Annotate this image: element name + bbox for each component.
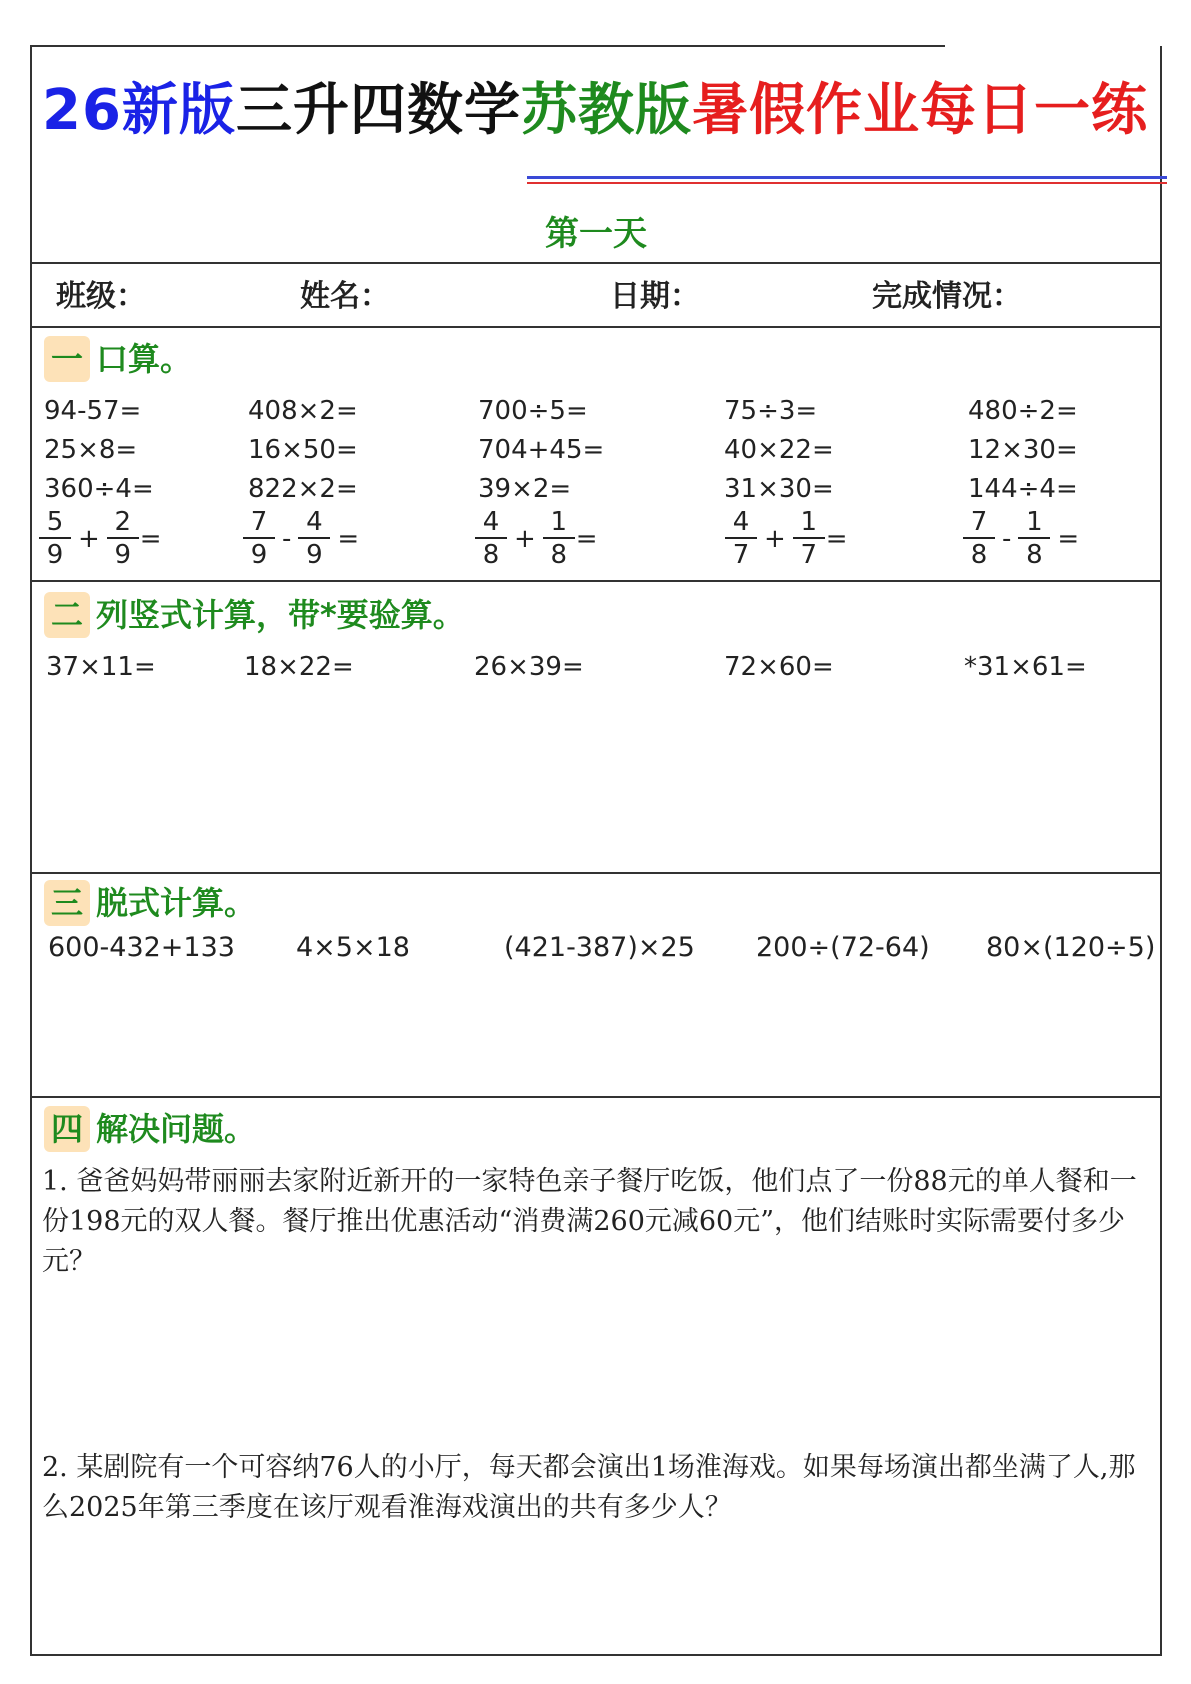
oral-calc-item: 94-57= [44, 396, 142, 426]
worksheet-title [42, 66, 1162, 156]
denominator: 8 [1026, 540, 1043, 570]
denominator: 9 [306, 540, 323, 570]
denominator: 9 [114, 540, 132, 570]
step-calc-item: (421-387)×25 [504, 932, 695, 963]
fraction [242, 507, 276, 571]
title-part-publisher: 苏教版 [520, 78, 692, 143]
operator: + [514, 524, 536, 554]
section3-heading [44, 880, 256, 926]
operator: + [764, 524, 786, 554]
operator: - [1002, 524, 1012, 554]
title-underline-blue [527, 176, 1167, 179]
equals-sign: = [139, 524, 162, 554]
denominator: 9 [46, 540, 64, 570]
fraction-expression [474, 504, 598, 574]
denominator: 8 [550, 540, 568, 570]
fraction [542, 507, 576, 571]
section4-number: 四 [44, 1106, 90, 1152]
numerator: 1 [550, 507, 568, 537]
step-calc-item: 200÷(72-64) [756, 932, 930, 963]
vertical-calc-item: 26×39= [474, 652, 584, 682]
fraction [792, 507, 826, 571]
date-field[interactable]: 日期： [610, 279, 700, 314]
fraction [1017, 507, 1051, 571]
denominator: 8 [482, 540, 500, 570]
section2-number: 二 [44, 592, 90, 638]
word-problem-2: 2. 某剧院有一个可容纳76人的小厅，每天都会演出1场淮海戏。如果每场演出都坐满了人,那么2025年第三季度在该厅观看淮海戏演出的共有多少人？ [42, 1452, 1136, 1523]
step-calc-item: 80×(120÷5) [986, 932, 1156, 963]
oral-calc-item: 12×30= [968, 435, 1078, 465]
numerator: 4 [306, 507, 323, 537]
numerator: 4 [732, 507, 750, 537]
equals-sign: = [1057, 524, 1080, 554]
fraction [297, 507, 331, 571]
fraction-expression [38, 504, 162, 574]
worksheet-page [30, 46, 1162, 1656]
title-part-homework: 暑假作业每日一练 [691, 78, 1148, 143]
denominator: 9 [250, 540, 268, 570]
oral-calc-item: 31×30= [724, 474, 834, 504]
numerator: 1 [1026, 507, 1043, 537]
title-part-grade: 三升四数学 [235, 78, 521, 143]
section2-heading [44, 592, 465, 638]
section4-title: 解决问题。 [96, 1110, 257, 1148]
numerator: 5 [46, 507, 64, 537]
vertical-calc-item: *31×61= [964, 652, 1087, 682]
section3-title: 脱式计算。 [96, 884, 257, 922]
fraction-expression [962, 504, 1079, 574]
oral-calc-item: 700÷5= [478, 396, 588, 426]
equals-sign: = [575, 524, 598, 554]
denominator: 8 [970, 540, 988, 570]
section1-heading [44, 336, 192, 382]
name-field[interactable]: 姓名： [300, 279, 390, 314]
fraction-expression [724, 504, 848, 574]
fraction-expression [242, 504, 359, 574]
divider [32, 262, 1160, 264]
title-underline-red [527, 182, 1167, 184]
oral-calc-item: 408×2= [248, 396, 358, 426]
section1-number: 一 [44, 336, 90, 382]
oral-calc-item: 360÷4= [44, 474, 154, 504]
numerator: 2 [114, 507, 132, 537]
oral-calc-item: 704+45= [478, 435, 605, 465]
denominator: 7 [732, 540, 750, 570]
fraction [474, 507, 508, 571]
numerator: 1 [800, 507, 818, 537]
day-label: 第一天 [545, 214, 647, 254]
divider [32, 1096, 1160, 1098]
section1-title: 口算。 [96, 340, 193, 378]
section4-heading [44, 1106, 256, 1152]
step-calc-item: 600-432+133 [48, 932, 235, 963]
divider [32, 326, 1160, 328]
oral-calc-item: 16×50= [248, 435, 358, 465]
vertical-calc-item: 37×11= [46, 652, 156, 682]
oral-calc-item: 40×22= [724, 435, 834, 465]
fraction [962, 507, 996, 571]
fraction [724, 507, 758, 571]
title-part-edition: 26新版 [42, 78, 236, 143]
fraction [106, 507, 140, 571]
oral-calc-item: 25×8= [44, 435, 138, 465]
oral-calc-item: 822×2= [248, 474, 358, 504]
equals-sign: = [337, 524, 360, 554]
completion-field[interactable]: 完成情况： [872, 279, 1022, 314]
numerator: 7 [970, 507, 988, 537]
oral-calc-item: 75÷3= [724, 396, 818, 426]
operator: + [78, 524, 100, 554]
oral-calc-item: 480÷2= [968, 396, 1078, 426]
numerator: 7 [250, 507, 268, 537]
operator: - [282, 524, 292, 554]
word-problem-1: 1. 爸爸妈妈带丽丽去家附近新开的一家特色亲子餐厅吃饭，他们点了一份88元的单人餐和一份198元的双人餐。餐厅推出优惠活动“消费满260元减60元”，他们结账时实际需要付多少元？ [42, 1166, 1137, 1277]
oral-calc-item: 39×2= [478, 474, 572, 504]
oral-calc-item: 144÷4= [968, 474, 1078, 504]
class-field[interactable]: 班级： [56, 279, 146, 314]
step-calc-item: 4×5×18 [296, 932, 410, 963]
denominator: 7 [800, 540, 818, 570]
equals-sign: = [825, 524, 848, 554]
section3-number: 三 [44, 880, 90, 926]
divider [32, 872, 1160, 874]
divider [32, 580, 1160, 582]
numerator: 4 [482, 507, 500, 537]
vertical-calc-item: 72×60= [724, 652, 834, 682]
fraction [38, 507, 72, 571]
section2-title: 列竖式计算，带*要验算。 [96, 596, 465, 634]
vertical-calc-item: 18×22= [244, 652, 354, 682]
